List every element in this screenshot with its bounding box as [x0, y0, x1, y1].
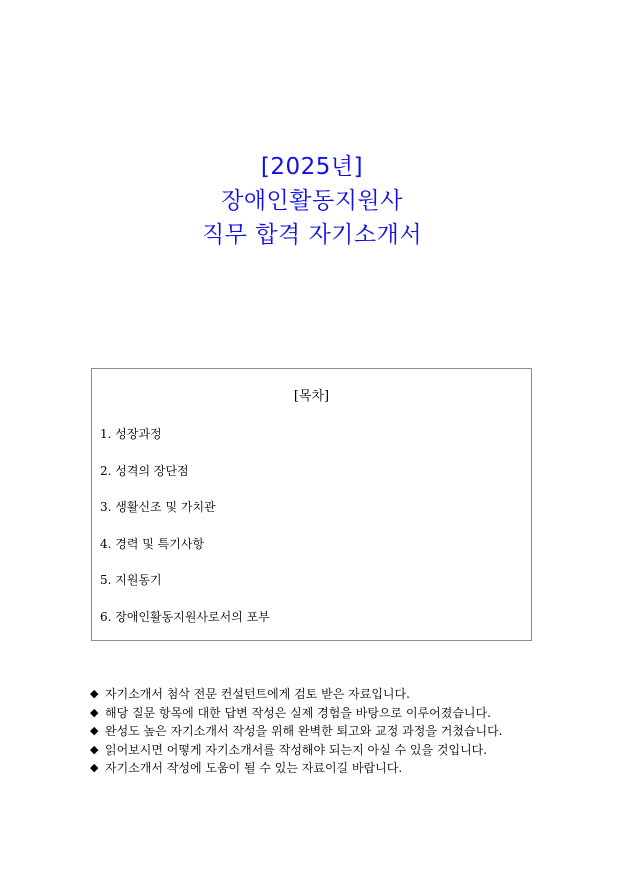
toc-item-aspiration: 6. 장애인활동지원사로서의 포부 — [100, 609, 270, 624]
toc-heading: [목차] — [293, 389, 330, 404]
note-item — [90, 741, 503, 760]
note-item — [90, 759, 503, 778]
note-text: 자기소개서 작성에 도움이 될 수 있는 자료이길 바랍니다. — [105, 761, 403, 775]
notes-list — [90, 685, 503, 778]
toc-item-experience: 4. 경력 및 특기사항 — [100, 536, 205, 551]
toc-item-growth: 1. 성장과정 — [100, 427, 162, 441]
toc-item-personality: 2. 성격의 장단점 — [100, 463, 189, 478]
toc-item-values: 3. 생활신조 및 가치관 — [100, 500, 216, 514]
note-item — [90, 704, 503, 723]
note-text: 자기소개서 첨삭 전문 컨설턴트에게 검토 받은 자료입니다. — [105, 687, 410, 701]
diamond-bullet-icon: ◆ — [90, 761, 99, 774]
note-item — [90, 722, 503, 741]
toc-list — [100, 427, 270, 646]
title-year: [2025년] — [260, 154, 364, 180]
document-title — [0, 150, 624, 252]
table-of-contents — [91, 368, 532, 641]
diamond-bullet-icon: ◆ — [90, 742, 99, 756]
diamond-bullet-icon: ◆ — [90, 724, 99, 737]
note-text: 읽어보시면 어떻게 자기소개서를 작성해야 되는지 아실 수 있을 것입니다. — [105, 742, 488, 757]
toc-item-motivation: 5. 지원동기 — [100, 573, 162, 587]
note-text: 해당 질문 항목에 대한 답변 작성은 실제 경험을 바탕으로 이루어졌습니다. — [105, 705, 491, 720]
note-text: 완성도 높은 자기소개서 작성을 위해 완벽한 퇴고와 교정 과정을 거쳤습니다. — [105, 724, 503, 738]
note-item — [90, 685, 503, 704]
diamond-bullet-icon: ◆ — [90, 687, 99, 700]
title-job: 장애인활동지원사 — [221, 188, 403, 214]
diamond-bullet-icon: ◆ — [90, 705, 99, 719]
title-subject: 직무 합격 자기소개서 — [201, 222, 423, 248]
